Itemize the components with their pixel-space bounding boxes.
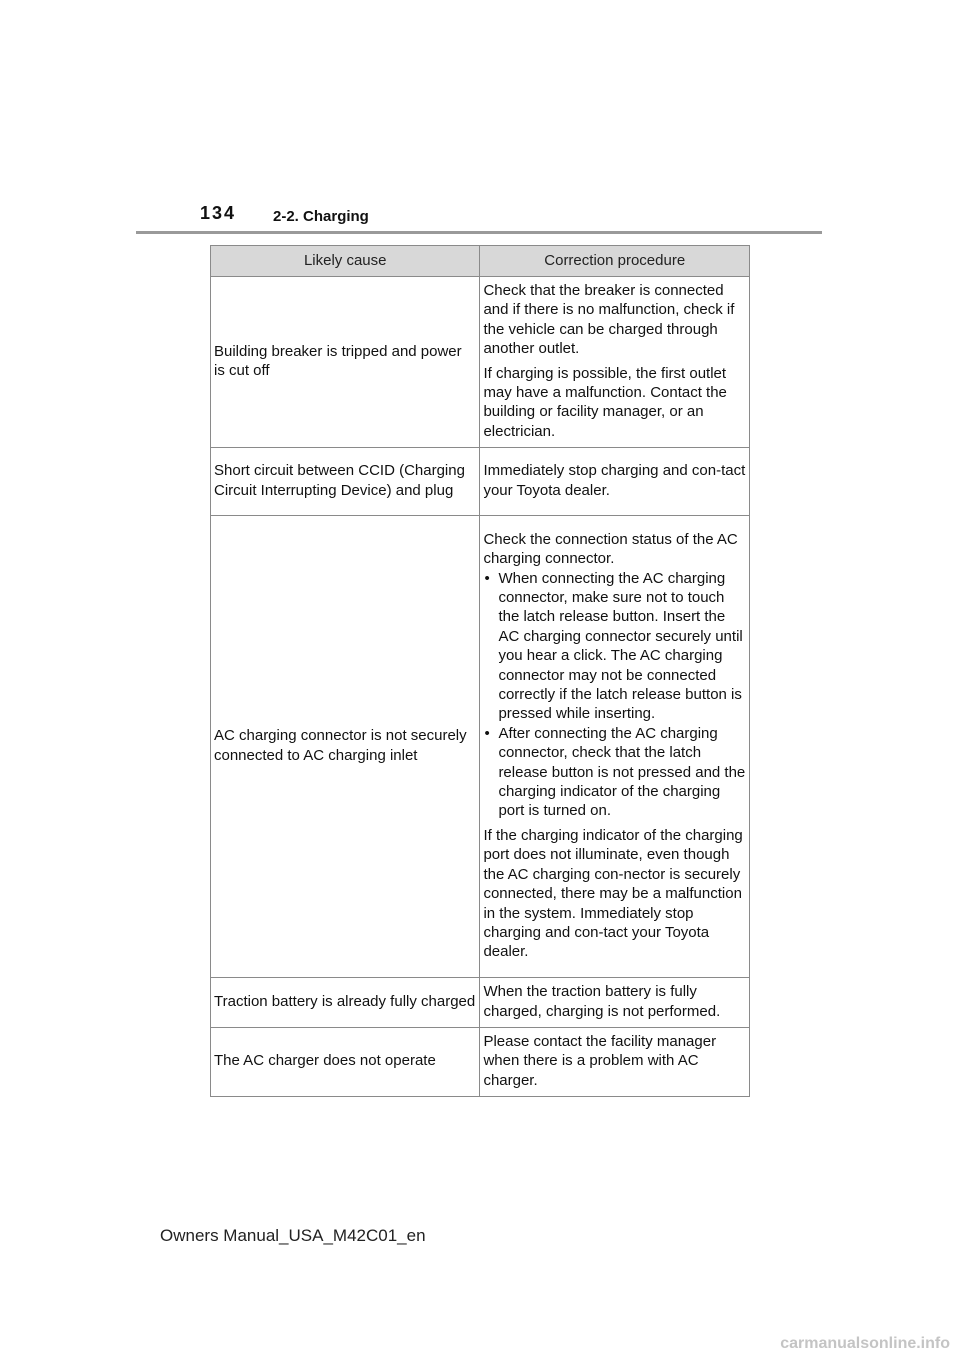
procedure-paragraph: If the charging indicator of the charging port does not illuminate, even though the AC charging con-nector is securely connected, there may be a malfunction in the system. Immediately stop charging and con-tact your Toyota dealer. (483, 826, 743, 961)
table-header-row (211, 246, 750, 277)
troubleshooting-table (210, 245, 750, 1097)
correction-procedure-cell (480, 516, 750, 978)
table-row (211, 516, 750, 978)
correction-procedure-cell (480, 978, 750, 1028)
procedure-paragraph: Please contact the facility manager when there is a problem with AC charger. (483, 1033, 717, 1089)
bullet-text: When connecting the AC charging connector, make sure not to touch the latch release button. Insert the AC charging connector securely until you hear a click. The AC charging connector may not be connected correctly if the latch release button is pressed while inserting. (498, 569, 743, 723)
table-row (211, 448, 750, 516)
watermark-text: carmanualsonline.info (780, 1335, 950, 1352)
footer-manual-id: Owners Manual_USA_M42C01_en (160, 1226, 426, 1245)
bullet-dot-icon: • (484, 569, 490, 587)
header-rule (136, 231, 822, 234)
table-body (211, 277, 750, 1097)
likely-cause-cell: Traction battery is already fully charged (211, 978, 480, 1028)
likely-cause-cell: Building breaker is tripped and power is cut off (211, 277, 480, 448)
procedure-paragraph: If charging is possible, the first outlet may have a malfunction. Contact the building or facility manager, or an electrician. (483, 364, 727, 440)
table-row (211, 978, 750, 1028)
procedure-paragraph: Check that the breaker is connected and if there is no malfunction, check if the vehicle can be charged through another outlet. (483, 282, 735, 358)
procedure-bullet-list (483, 569, 746, 821)
likely-cause-cell: Short circuit between CCID (Charging Circuit Interrupting Device) and plug (211, 448, 480, 516)
section-title: 2-2. Charging (273, 208, 369, 225)
correction-procedure-cell (480, 448, 750, 516)
procedure-paragraph: Check the connection status of the AC charging connector. (483, 530, 738, 568)
bullet-text: After connecting the AC charging connector, check that the latch release button is not pressed and the charging indicator of the charging port is turned on. (498, 724, 746, 820)
procedure-paragraph: Immediately stop charging and con-tact your Toyota dealer. (483, 462, 746, 499)
table-row (211, 1028, 750, 1097)
table-row (211, 277, 750, 448)
column-header-correction-procedure: Correction procedure (480, 246, 750, 277)
procedure-bullet-item (483, 724, 746, 821)
correction-procedure-cell (480, 277, 750, 448)
likely-cause-cell: AC charging connector is not securely connected to AC charging inlet (211, 516, 480, 978)
correction-procedure-cell (480, 1028, 750, 1097)
procedure-paragraph: When the traction battery is fully charged, charging is not performed. (483, 983, 721, 1020)
procedure-bullet-item (483, 569, 746, 724)
bullet-dot-icon: • (484, 724, 490, 742)
page-number: 134 (200, 203, 237, 223)
likely-cause-cell: The AC charger does not operate (211, 1028, 480, 1097)
column-header-likely-cause: Likely cause (211, 246, 480, 277)
